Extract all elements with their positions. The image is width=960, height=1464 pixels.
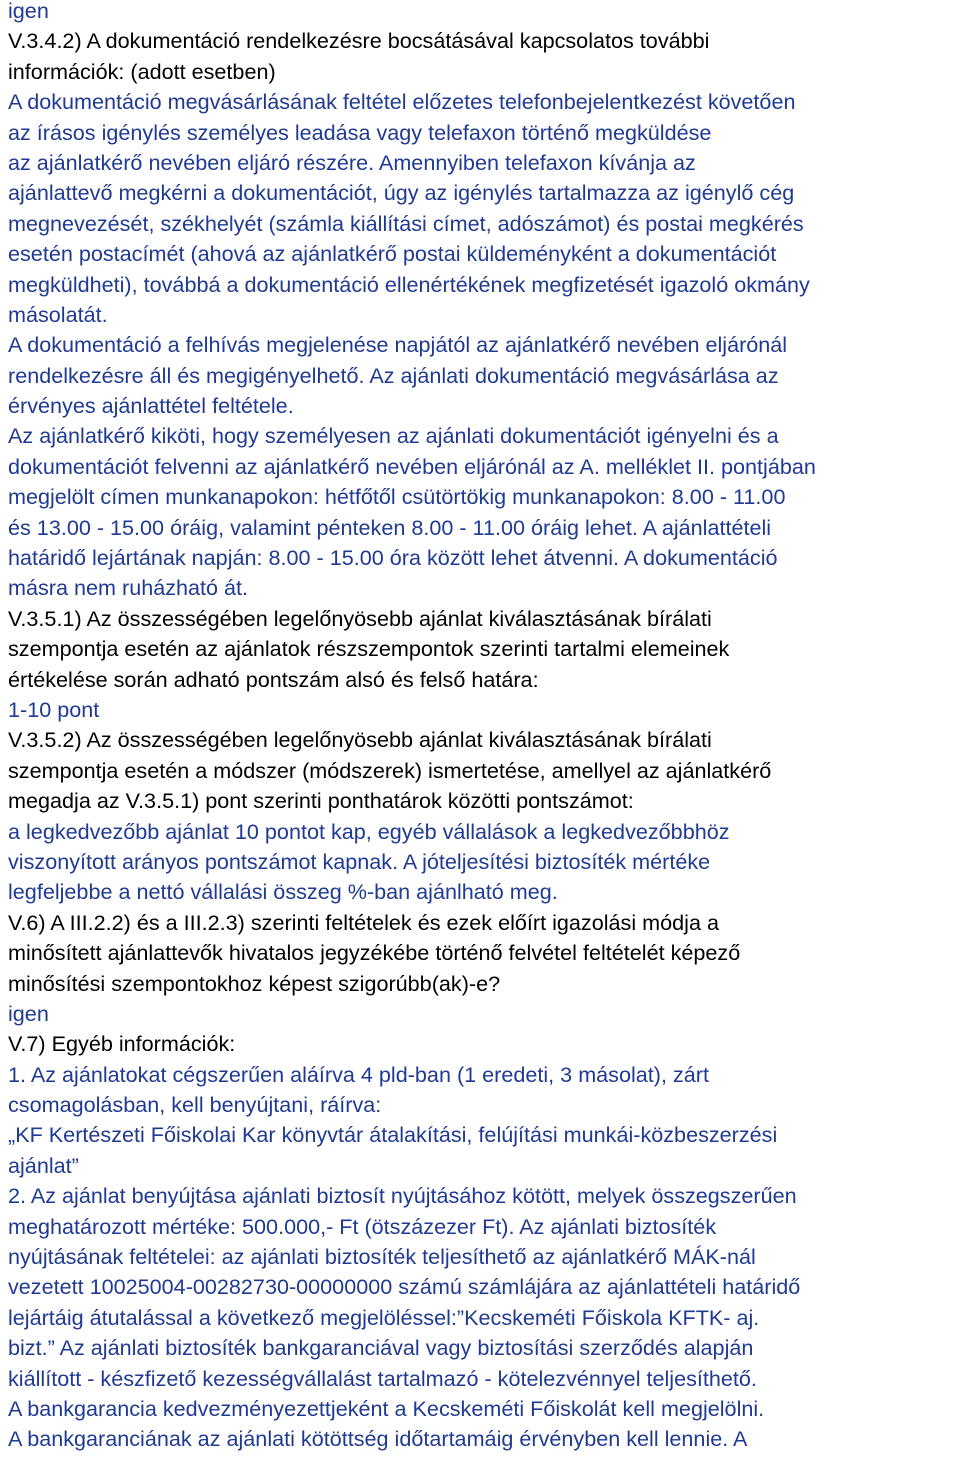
text-line: az írásos igénylés személyes leadása vagy telefaxon történő megküldése xyxy=(8,119,712,145)
document-page xyxy=(8,0,953,1455)
text-line: bizt.” Az ajánlati biztosíték bankgaranciával vagy biztosítási szerződés alapján xyxy=(8,1335,754,1361)
text-line: ajánlattevő megkérni a dokumentációt, úgy az igénylés tartalmazza az igénylő cég xyxy=(8,180,795,206)
text-line: megnevezését, székhelyét (számla kiállítási címet, adószámot) és postai megkérés xyxy=(8,210,804,236)
text-line: lejártáig átutalással a következő megjelöléssel:”Kecskeméti Főiskola KFTK- aj. xyxy=(8,1304,760,1330)
text-line: megjelölt címen munkanapokon: hétfőtől csütörtökig munkanapokon: 8.00 - 11.00 xyxy=(8,484,786,510)
text-line: A dokumentáció a felhívás megjelenése napjától az ajánlatkérő nevében eljárónál xyxy=(8,332,788,358)
text-line: minősített ajánlattevők hivatalos jegyzékébe történő felvétel feltételét képező xyxy=(8,940,741,966)
text-line: az ajánlatkérő nevében eljáró részére. Amennyiben telefaxon kívánja az xyxy=(8,149,696,175)
text-line: rendelkezésre áll és megigényelhető. Az ajánlati dokumentáció megvásárlása az xyxy=(8,362,779,388)
text-line: határidő lejártának napján: 8.00 - 15.00 óra között lehet átvenni. A dokumentáció xyxy=(8,545,778,571)
text-line: A bankgarancia kedvezményezettjeként a Kecskeméti Főiskolát kell megjelölni. xyxy=(8,1395,765,1421)
text-line: viszonyított arányos pontszámot kapnak. A jóteljesítési biztosíték mértéke xyxy=(8,848,711,874)
text-line: érvényes ajánlattétel feltétele. xyxy=(8,393,294,419)
text-line: szempontja esetén a módszer (módszerek) ismertetése, amellyel az ajánlatkérő xyxy=(8,757,772,783)
text-line: 1-10 pont xyxy=(8,696,100,722)
text-line: V.3.5.1) Az összességében legelőnyösebb ajánlat kiválasztásának bírálati xyxy=(8,605,712,631)
text-line: a legkedvezőbb ajánlat 10 pontot kap, egyéb vállalások a legkedvezőbbhöz xyxy=(8,818,730,844)
text-line: A dokumentáció megvásárlásának feltétel előzetes telefonbejelentkezést követően xyxy=(8,89,796,115)
text-line: értékelése során adható pontszám alsó és felső határa: xyxy=(8,666,539,692)
text-line: Az ajánlatkérő kiköti, hogy személyesen az ajánlati dokumentációt igényelni és a xyxy=(8,423,779,449)
text-line: igen xyxy=(8,0,49,23)
text-line: meghatározott mértéke: 500.000,- Ft (ötszázezer Ft). Az ajánlati biztosíték xyxy=(8,1213,717,1239)
text-line: másra nem ruházható át. xyxy=(8,575,249,601)
text-line: és 13.00 - 15.00 óráig, valamint pénteken 8.00 - 11.00 óráig lehet. A ajánlattételi xyxy=(8,514,772,540)
text-line: V.3.5.2) Az összességében legelőnyösebb ajánlat kiválasztásának bírálati xyxy=(8,727,712,753)
text-line: esetén postacímét (ahová az ajánlatkérő postai küldeményként a dokumentációt xyxy=(8,241,777,267)
text-line: 2. Az ajánlat benyújtása ajánlati biztosít nyújtásához kötött, melyek összegszerűen xyxy=(8,1183,797,1209)
text-line: másolatát. xyxy=(8,301,108,327)
text-line: kiállított - készfizető kezességvállalást tartalmazó - kötelezvénnyel teljesíthető. xyxy=(8,1365,757,1391)
text-line: V.6) A III.2.2) és a III.2.3) szerinti feltételek és ezek előírt igazolási módja a xyxy=(8,909,719,935)
text-line: „KF Kertészeti Főiskolai Kar könyvtár átalakítási, felújítási munkái-közbeszerzési xyxy=(8,1122,778,1148)
text-line: minősítési szempontokhoz képest szigorúbb(ak)-e? xyxy=(8,970,501,996)
text-line: vezetett 10025004-00282730-00000000 számú számlájára az ajánlattételi határidő xyxy=(8,1274,801,1300)
text-line: V.3.4.2) A dokumentáció rendelkezésre bocsátásával kapcsolatos további xyxy=(8,28,710,54)
text-line: ajánlat” xyxy=(8,1152,79,1178)
text-line: megküldheti), továbbá a dokumentáció ellenértékének megfizetését igazoló okmány xyxy=(8,271,810,297)
text-line: A bankgaranciának az ajánlati kötöttség időtartamáig érvényben kell lennie. A xyxy=(8,1426,748,1452)
text-line: csomagolásban, kell benyújtani, ráírva: xyxy=(8,1092,382,1118)
text-line: 1. Az ajánlatokat cégszerűen aláírva 4 pld-ban (1 eredeti, 3 másolat), zárt xyxy=(8,1061,709,1087)
text-line: megadja az V.3.5.1) pont szerinti ponthatárok közötti pontszámot: xyxy=(8,788,634,814)
text-line: V.7) Egyéb információk: xyxy=(8,1031,236,1057)
text-line: legfeljebbe a nettó vállalási összeg %-ban ajánlható meg. xyxy=(8,879,558,905)
text-line: nyújtásának feltételei: az ajánlati biztosíték teljesíthető az ajánlatkérő MÁK-nál xyxy=(8,1244,756,1270)
text-line: információk: (adott esetben) xyxy=(8,58,276,84)
text-line: dokumentációt felvenni az ajánlatkérő nevében eljárónál az A. melléklet II. pontjában xyxy=(8,453,816,479)
text-line: szempontja esetén az ajánlatok részszempontok szerinti tartalmi elemeinek xyxy=(8,636,730,662)
text-line: igen xyxy=(8,1000,49,1026)
